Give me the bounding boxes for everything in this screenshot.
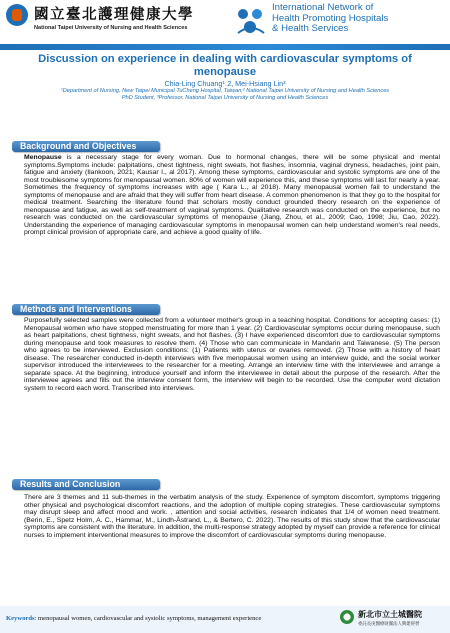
hospital-name-cn: 新北市立土城醫院: [358, 609, 422, 619]
hph-network-name: [272, 3, 448, 35]
section-heading-methods: Methods and Interventions: [12, 304, 160, 315]
background-text: is a necessary stage for every woman. Due to hormonal changes, there will be some physical and mental symptoms.Symptoms include: palpitations, chest tightness, night sweats, hot flashes, insomnia, vaginal dryness, headaches, joint pain, fatigue and anxiety (Ilankoon, 2021; Kausar I., al 2017). Among these symptoms, cardiovascular and systolic symptoms are one of the most troublesome symptoms for menopausal women. 80% of women will experience this, and these symptoms will last for nearly a year. Sometimes the frequency of symptoms increases with age ( Kara L., al 2018). Many menopausal women fail to understand the symptoms of menopause and are afraid that they will suffer from heart disease. A common phenomenon is that they go to the hospital for medical treatment. Searching the literature found that scholars mostly conduct grounded theory research on the experience of menopause and fatigue, as well as self-treatment of vaginal symptoms. Qualitative research was conducted on the experience, but no research was conducted on the cardiovascular symptoms of menopause (Jiang, Zhou, et al., 2009; Cao, 1998; Jiu, Cao, 2022). Understanding the experience of managing cardiovascular symptoms in menopausal women can help understand women's real needs, prompt clinical provision of appropriate care, and achieve a good quality of life.: [24, 154, 440, 237]
section-heading-results: Results and Conclusion: [12, 479, 160, 490]
affiliation-1: ¹Department of Nursing, New Taipei Municipal TuCheng Hospital, Taiwan;² National Taipei University of Nursing and Health Sciences: [60, 88, 390, 95]
methods-paragraph: Purposefully selected samples were collected from a volunteer mother's group in a teaching hospital. Conditions for accepting cases: (1) Menopausal women who have stopped menstruating for more than 1 year. (2) Cardiovascular symptoms occur during menopause, such as heart palpitations, chest tightness, night sweats, and hot flashes. (3) I have experienced discomfort due to cardiovascular symptoms during menopause and took measures to resolve them. (4) Those who can communicate in Mandarin and Taiwanese. (5) The person who agrees to be interviewed. Exclusion conditions: (1) Patients with uterus or ovaries removed. (2) Those with a history of heart disease. The researcher conducted in-depth interviews with five menopausal women using an interview guide, and the social worker supervisor introduced the interviewees to the researcher for a meeting. Arrange an interview time with the interviewee and arrange a separate space. At the beginning, introduce yourself and inform the interviewee in detail about the purpose of the research. After the interviewee agrees and fills out the interview consent form, the interview will begin to be recorded. Use the computer word dictation system to record each word. Transcribed into interviews.: [24, 317, 440, 392]
network-line-1: International Network of: [272, 2, 374, 13]
hospital-subtitle: 委託長庚醫療財團法人興建經營: [358, 621, 420, 626]
hph-network-logo-icon: [234, 5, 268, 37]
hospital-logo-icon: [340, 610, 354, 624]
keywords-label: Keywords: [6, 615, 35, 622]
title-block: [10, 53, 440, 103]
network-line-2: Health Promoting Hospitals: [272, 12, 389, 24]
poster-header: [0, 0, 450, 44]
background-paragraph: [24, 154, 440, 237]
authors: Chia-Ling Chuang¹˒2, Mei-Hsiang Lin³: [164, 79, 286, 89]
university-name-cn: 國立臺北護理健康大學: [34, 6, 194, 23]
header-band: [0, 44, 450, 50]
results-paragraph: There are 3 themes and 11 sub-themes in the verbatim analysis of the study. Experience of symptom discomfort, symptoms triggering other physical and psychological discomfort reactions, and the adoption of multiple coping strategies. These cardiovascular symptoms may disrupt sleep and affect mood and work. , attention and social activities, research indicates that 1/4 of women need treatment. (Berin, E., Spetz Holm, A. C., Hammar, M., Lindh-Åstrand, L., & Bertero, C. 2022). The results of this study show that the cardiovascular symptoms are consistent with the literature. In addition, the multi-response strategy adopted by myself can provide a reference for clinical nurses to implement interventional measures to improve the discomfort of cardiovascular symptoms during menopause.: [24, 494, 440, 539]
university-logo-icon: [6, 4, 28, 26]
university-name-en: National Taipei University of Nursing and Health Sciences: [34, 25, 188, 31]
section-heading-background: Background and Objectives: [12, 141, 160, 152]
keywords: [6, 615, 261, 622]
background-lead: Menopause: [24, 154, 62, 161]
keywords-text: : menopausal women, cardiovascular and systolic symptoms, management experience: [34, 615, 262, 622]
poster-title: Discussion on experience in dealing with cardiovascular symptoms of menopause: [38, 53, 412, 78]
network-line-3: & Health Services: [272, 23, 349, 35]
affiliation-2: PhD Student, ³Professor, National Taipei University of Nursing and Health Sciences: [121, 95, 329, 102]
